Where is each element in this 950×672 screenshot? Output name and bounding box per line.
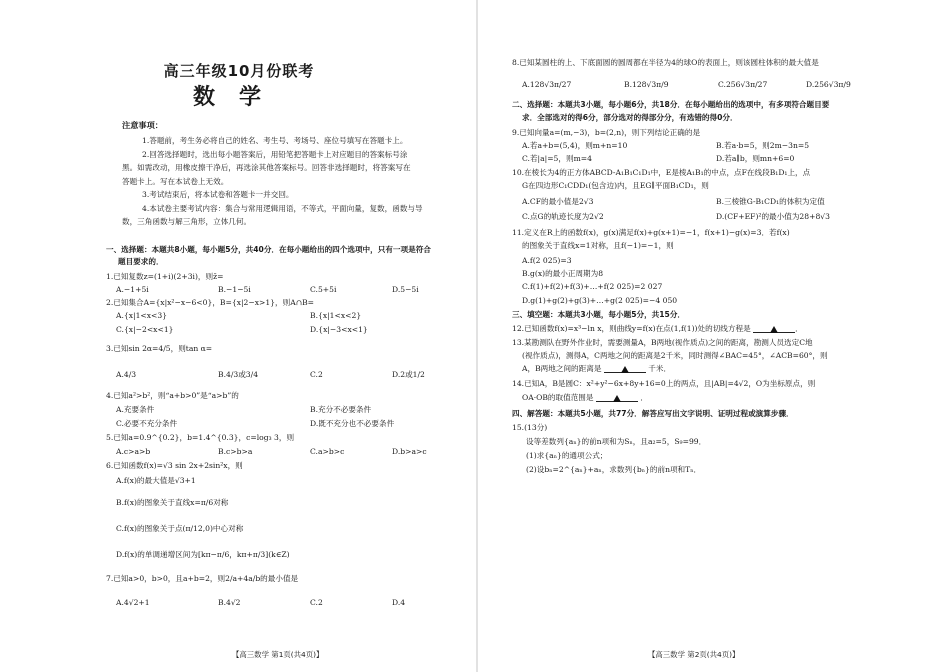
q13-stem-cont: (视作质点)，测得A，C两地之间的距离是2千米，同时测得∠BAC=45°，∠ACB=60°，则 [522,351,828,360]
q6-option-b: B.f(x)的图象关于直线x=π/6对称 [116,498,229,507]
q4-option-d: D.既不充分也不必要条件 [310,419,395,428]
q5-option-d: D.b>a>c [392,447,427,456]
q11-stem: 11.定义在R上的函数f(x)，g(x)满足f(x)+g(x+1)=−1，f(x+1)−g(x)=3．若f(x) [512,228,790,237]
q11-option-c: C.f(1)+f(2)+f(3)+…+f(2 025)=2 027 [522,282,663,291]
q13-stem: 13.某勘测队在野外作业时，需要测量A，B两地(视作质点)之间的距离，勘测人员选定C地 [512,338,813,347]
q7-stem: 7.已知a>0，b>0，且a+b=2，则2/a+4a/b的最小值是 [106,574,299,583]
section1-header-cont: 题目要求的． [118,257,164,266]
q6-stem: 6.已知函数f(x)=√3 sin 2x+2sin²x，则 [106,461,243,470]
q5-option-b: B.c>b>a [218,447,253,456]
section2-header: 二、选择题：本题共3小题，每小题6分，共18分．在每小题给出的选项中，有多项符合题目要 [512,100,830,109]
q10-stem: 10.在棱长为4的正方体ABCD-A₁B₁C₁D₁中，E是棱A₁B₁的中点，点F在线段B₁D₁上，点 [512,168,811,177]
q2-option-b: B.{x|1<x<2} [310,311,362,320]
exam-title: 高三年级10月份联考 [163,62,315,80]
q2-option-d: D.{x|−3<x<1} [310,325,368,334]
section4-header: 四、解答题：本题共5小题，共77分．解答应写出文字说明、证明过程或演算步骤． [512,409,794,418]
q4-option-b: B.充分不必要条件 [310,405,372,414]
q6-option-d: D.f(x)的单调递增区间为[kπ−π/6，kπ+π/3](k∈Z) [116,550,290,559]
answer-blank [596,393,638,402]
q1-stem: 1.已知复数z=(1+i)(2+3i)，则z̄= [106,272,224,281]
page-2 [478,0,950,672]
q7-option-d: D.4 [392,598,406,607]
q9-stem: 9.已知向量a=(m,−3)，b=(2,n)，则下列结论正确的是 [512,128,701,137]
q3-option-a: A.4/3 [116,370,137,379]
q7-option-a: A.4√2+1 [116,598,150,607]
q3-option-c: C.2 [310,370,323,379]
q13-unit: 千米． [648,364,672,373]
q14-text: OA·OB的取值范围是 [522,393,594,402]
q10-option-d: D.(CF+EF)²的最小值为28+8√3 [716,212,830,221]
subject-title: 数学 [192,85,285,110]
triangle-marker-icon [613,395,621,402]
q15-line: (1)求{aₙ}的通项公式； [526,451,608,460]
notice-line: 3.考试结束后，将本试卷和答题卡一并交回。 [142,190,294,199]
notice-title: 注意事项： [122,120,163,130]
q9-option-c: C.若|a|=5，则m=4 [522,154,592,163]
q5-option-a: A.c>a>b [116,447,151,456]
page-footer: 【高三数学 第2页(共4页)】 [648,650,740,659]
notice-line: 2.回答选择题时，选出每小题答案后，用铅笔把答题卡上对应题目的答案标号涂 [142,150,408,159]
q1-option-a: A.−1+5i [116,285,149,294]
notice-line: 数，三角函数与解三角形，立体几何。 [122,217,252,226]
section2-header-cont: 求．全部选对的得6分，部分选对的得部分分，有选错的得0分． [522,113,738,122]
q2-stem: 2.已知集合A={x|x²−x−6<0}，B={x|2−x>1}，则A∩B= [106,298,315,307]
q1-option-c: C.5+5i [310,285,337,294]
page-footer: 【高三数学 第1页(共4页)】 [232,650,324,659]
notice-line: 答题卡上。写在本试卷上无效。 [122,177,229,186]
q4-option-c: C.必要不充分条件 [116,419,178,428]
answer-blank [753,324,795,333]
q1-option-b: B.−1−5i [218,285,251,294]
q14-end: ． [640,393,648,402]
q8-option-c: C.256√3π/27 [718,80,768,89]
notice-line: 4.本试卷主要考试内容：集合与常用逻辑用语，不等式，平面向量，复数，函数与导 [142,204,423,213]
section3-header: 三、填空题：本题共3小题，每小题5分，共15分． [512,310,686,319]
notice-line: 1.答题前，考生务必将自己的姓名、考生号、考场号、座位号填写在答题卡上。 [142,136,408,145]
q13-text: A，B两地之间的距离是 [522,364,602,373]
q7-option-b: B.4√2 [218,598,241,607]
triangle-marker-icon [621,366,629,373]
q9-option-a: A.若a+b=(5,4)，则m+n=10 [522,141,628,150]
q13-stem-end [522,364,671,374]
q14-stem: 14.已知A，B是圆C：x²+y²−6x+8y+16=0上的两点，且|AB|=4√2，O为坐标原点，则 [512,379,816,388]
q14-stem-end [522,393,648,403]
q12-stem: 12.已知函数f(x)=x³−ln x，则曲线y=f(x)在点(1,f(1))处的切线方程是 ． [512,324,803,333]
q11-option-b: B.g(x)的最小正周期为8 [522,269,604,278]
q3-option-b: B.4/3或3/4 [218,370,259,379]
q8-option-a: A.128√3π/27 [522,80,572,89]
triangle-marker-icon [770,326,778,333]
q9-option-d: D.若a∥b，则mn+6=0 [716,154,795,163]
q6-option-a: A.f(x)的最大值是√3+1 [116,476,196,485]
q3-stem: 3.已知sin 2α=4/5，则tan α= [106,344,213,353]
q10-option-b: B.三棱锥G-B₁CD₁的体积为定值 [716,197,825,206]
q4-stem: 4.已知a²>b²，则“a+b>0”是“a>b”的 [106,391,239,400]
q11-option-d: D.g(1)+g(2)+g(3)+…+g(2 025)=−4 050 [522,296,678,305]
notice-line: 黑。如需改动，用橡皮擦干净后，再选涂其他答案标号。回答非选择题时，将答案写在 [122,163,411,172]
q5-stem: 5.已知a=0.9^{0.2}，b=1.4^{0.3}，c=log₃ 3，则 [106,433,295,442]
q1-option-d: D.5−5i [392,285,419,294]
q3-option-d: D.2或1/2 [392,370,425,379]
q10-option-c: C.点G的轨迹长度为2√2 [522,212,604,221]
q11-option-a: A.f(2 025)=3 [522,256,572,265]
q2-option-c: C.{x|−2<x<1} [116,325,174,334]
q4-option-a: A.充要条件 [116,405,155,414]
q2-option-a: A.{x|1<x<3} [116,311,168,320]
q10-stem-cont: G在四边形C₁CDD₁(包含边)内，且EG∥平面B₁CD₁，则 [522,181,709,190]
q15-line: (2)设bₙ=2^{aₙ}+aₙ，求数列{bₙ}的前n项和Tₙ． [526,465,702,474]
q7-option-c: C.2 [310,598,323,607]
q9-option-b: B.若a·b=5，则2m−3n=5 [716,141,810,150]
q8-option-b: B.128√3π/9 [624,80,669,89]
q5-option-c: C.a>b>c [310,447,345,456]
q11-stem-cont: 的图象关于直线x=1对称，且f(−1)=−1，则 [522,241,674,250]
q10-option-a: A.CF的最小值是2√3 [522,197,594,206]
answer-blank [604,364,646,373]
q15-line: 设等差数列{aₙ}的前n项和为Sₙ，且a₂=5，S₉=99． [526,437,707,446]
section1-header: 一、选择题：本题共8小题，每小题5分，共40分．在每小题给出的四个选项中，只有一项是符合 [106,245,431,254]
q8-stem: 8.已知某圆柱的上、下底面圆的圆周都在半径为4的球O的表面上，则该圆柱体积的最大值是 [512,58,819,67]
q15-number: 15.(13分) [512,423,548,432]
q8-option-d: D.256√3π/9 [806,80,851,89]
q12-text: 12.已知函数f(x)=x³−ln x，则曲线y=f(x)在点(1,f(1))处的切线方程是 [512,324,751,333]
q6-option-c: C.f(x)的图象关于点(π/12,0)中心对称 [116,524,244,533]
